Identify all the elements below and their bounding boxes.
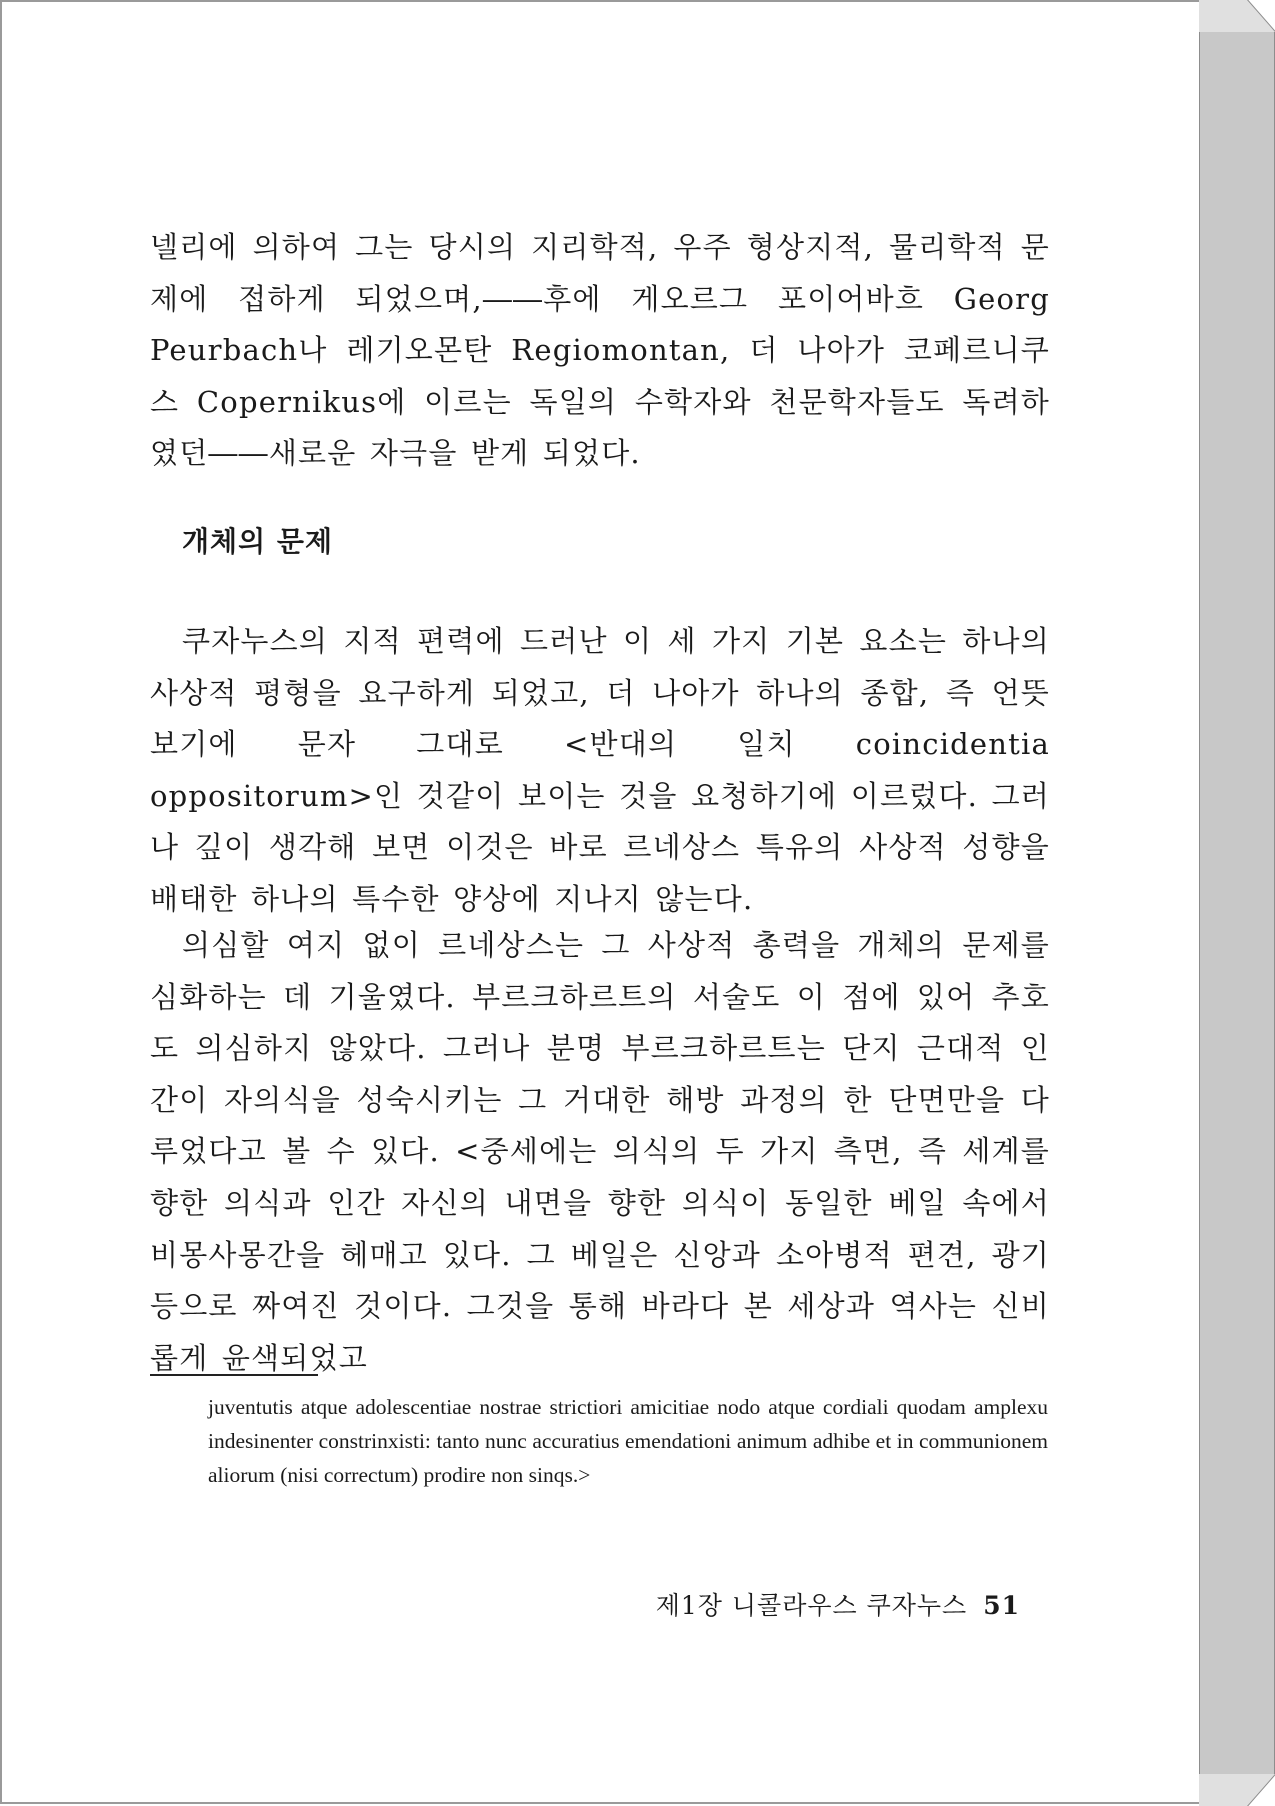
- page-content: [150, 222, 1050, 1375]
- running-footer: [620, 1586, 1020, 1622]
- book-edge: [1199, 0, 1275, 1806]
- footnote-rule: [150, 1374, 318, 1376]
- section-heading: 개체의 문제: [182, 525, 333, 558]
- body-paragraph: 쿠자누스의 지적 편력에 드러난 이 세 가지 기본 요소는 하나의 사상적 평형을 요구하게 되었고, 더 나아가 하나의 종합, 즉 언뜻 보기에 문자 그대로 <반대의 일치 coincidentia oppositorum>인 것같이 보이는 것을 요청하기에 이르렀다. 그러나 깊이 생각해 보면 이것은 바로 르네상스 특유의 사상적 성향을 배태한 하나의 특수한 양상에 지나지 않는다.: [150, 624, 1050, 916]
- chapter-title: 제1장 니콜라우스 쿠자누스: [655, 1591, 968, 1620]
- body-paragraph: 넬리에 의하여 그는 당시의 지리학적, 우주 형상지적, 물리학적 문제에 접하게 되었으며,――후에 게오르그 포이어바흐 Georg Peurbach나 레기오몬탄 Regiomontan, 더 나아가 코페르니쿠스 Copernikus에 이르는 독일의 수학자와 천문학자들도 독려하였던――새로운 자극을 받게 되었다.: [150, 230, 1050, 471]
- page-number: 51: [983, 1591, 1020, 1620]
- body-paragraph: 의심할 여지 없이 르네상스는 그 사상적 총력을 개체의 문제를 심화하는 데 기울였다. 부르크하르트의 서술도 이 점에 있어 추호도 의심하지 않았다. 그러나 분명 부르크하르트는 단지 근대적 인간이 자의식을 성숙시키는 그 거대한 해방 과정의 한 단면만을 다루었다고 볼 수 있다. <중세에는 의식의 두 가지 측면, 즉 세계를 향한 의식과 인간 자신의 내면을 향한 의식이 동일한 베일 속에서 비몽사몽간을 헤매고 있다. 그 베일은 신앙과 소아병적 편견, 광기 등으로 짜여진 것이다. 그것을 통해 바라다 본 세상과 역사는 신비롭게 윤색되었고: [150, 928, 1050, 1375]
- footnote: juventutis atque adolescentiae nostrae strictiori amicitiae nodo atque cordiali quodam amplexu indesinenter constrinxisti: tanto nunc accuratius emendationi animum adhibe et in communionem aliorum (nisi correctum) prodire non sinqs.>: [208, 1395, 1048, 1487]
